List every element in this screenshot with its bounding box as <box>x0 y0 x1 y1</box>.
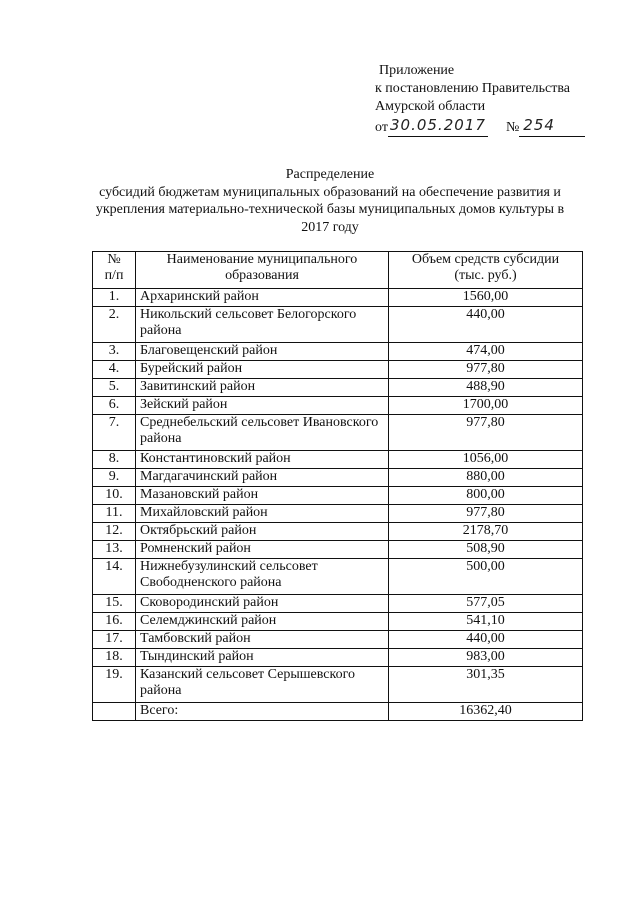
row-number: 6. <box>93 397 136 415</box>
row-municipality: Завитинский район <box>136 379 389 397</box>
row-municipality: Магдагачинский район <box>136 469 389 487</box>
row-number: 17. <box>93 631 136 649</box>
table-total-row <box>93 703 583 721</box>
date-field <box>388 116 488 137</box>
row-number: 1. <box>93 289 136 307</box>
row-amount: 488,90 <box>389 379 583 397</box>
title-line-2: субсидий бюджетам муниципальных образований на обеспечение развития и <box>99 184 561 200</box>
header-num-line2: п/п <box>104 268 124 283</box>
row-amount: 541,10 <box>389 613 583 631</box>
handwritten-number: 254 <box>523 116 555 134</box>
title-line-1: Распределение <box>285 167 375 182</box>
appendix-title: Приложение <box>379 63 455 78</box>
header-amount <box>389 252 583 289</box>
table-row <box>93 361 583 379</box>
row-number: 8. <box>93 451 136 469</box>
row-municipality: Казанский сельсовет Серышевского района <box>136 667 389 703</box>
row-number: 2. <box>93 307 136 343</box>
row-amount: 508,90 <box>389 541 583 559</box>
row-number: 10. <box>93 487 136 505</box>
table-row <box>93 595 583 613</box>
row-municipality: Ромненский район <box>136 541 389 559</box>
table-row <box>93 415 583 451</box>
header-amount-line2: (тыс. руб.) <box>454 268 517 283</box>
row-municipality: Среднебельский сельсовет Ивановского района <box>136 415 389 451</box>
row-amount: 880,00 <box>389 469 583 487</box>
row-amount: 500,00 <box>389 559 583 595</box>
row-municipality: Благовещенский район <box>136 343 389 361</box>
table-row <box>93 379 583 397</box>
row-municipality: Октябрьский район <box>136 523 389 541</box>
row-amount: 2178,70 <box>389 523 583 541</box>
table-body <box>93 289 583 721</box>
row-amount: 977,80 <box>389 361 583 379</box>
handwritten-date: 30.05.2017 <box>389 116 486 134</box>
row-amount: 577,05 <box>389 595 583 613</box>
table-row <box>93 343 583 361</box>
row-number: 7. <box>93 415 136 451</box>
row-municipality: Тындинский район <box>136 649 389 667</box>
total-label: Всего: <box>136 703 389 721</box>
row-amount: 983,00 <box>389 649 583 667</box>
header-num <box>93 252 136 289</box>
header-name-line2: образования <box>225 268 299 283</box>
table-row <box>93 667 583 703</box>
table-header-row <box>93 252 583 289</box>
row-number: 11. <box>93 505 136 523</box>
row-number: 18. <box>93 649 136 667</box>
table-row <box>93 649 583 667</box>
row-number: 3. <box>93 343 136 361</box>
number-label: № <box>505 120 520 135</box>
table-row <box>93 307 583 343</box>
row-municipality: Никольский сельсовет Белогорского района <box>136 307 389 343</box>
distribution-table <box>92 251 583 721</box>
table-row <box>93 469 583 487</box>
row-municipality: Сковородинский район <box>136 595 389 613</box>
table-row <box>93 487 583 505</box>
row-number: 9. <box>93 469 136 487</box>
row-amount: 474,00 <box>389 343 583 361</box>
row-amount: 440,00 <box>389 631 583 649</box>
row-municipality: Нижнебузулинский сельсовет Свободненского района <box>136 559 389 595</box>
row-municipality: Архаринский район <box>136 289 389 307</box>
row-municipality: Бурейский район <box>136 361 389 379</box>
number-field <box>519 116 585 137</box>
row-number: 14. <box>93 559 136 595</box>
row-number: 19. <box>93 667 136 703</box>
table-row <box>93 505 583 523</box>
table-row <box>93 541 583 559</box>
document-title <box>80 166 580 236</box>
header-amount-line1: Объем средств субсидии <box>411 252 560 267</box>
appendix-line-resolution: к постановлению Правительства <box>375 81 571 96</box>
row-number: 12. <box>93 523 136 541</box>
table-row <box>93 451 583 469</box>
header-num-line1: № <box>107 252 121 267</box>
row-municipality: Зейский район <box>136 397 389 415</box>
row-amount: 1560,00 <box>389 289 583 307</box>
header-name-line1: Наименование муниципального <box>166 252 358 267</box>
row-municipality: Тамбовский район <box>136 631 389 649</box>
row-amount: 440,00 <box>389 307 583 343</box>
row-municipality: Михайловский район <box>136 505 389 523</box>
table-row <box>93 613 583 631</box>
title-line-4: 2017 году <box>301 219 359 235</box>
table-row <box>93 631 583 649</box>
row-municipality: Мазановский район <box>136 487 389 505</box>
row-amount: 1700,00 <box>389 397 583 415</box>
table-row <box>93 559 583 595</box>
appendix-block <box>375 62 585 137</box>
row-amount: 977,80 <box>389 505 583 523</box>
row-number: 13. <box>93 541 136 559</box>
row-municipality: Селемджинский район <box>136 613 389 631</box>
table-row <box>93 289 583 307</box>
row-number: 16. <box>93 613 136 631</box>
appendix-line-region: Амурской области <box>375 99 486 114</box>
row-number: 15. <box>93 595 136 613</box>
title-line-3: укрепления материально-технической базы муниципальных домов культуры в <box>95 202 565 217</box>
table-row <box>93 523 583 541</box>
total-number <box>93 703 136 721</box>
total-amount: 16362,40 <box>389 703 583 721</box>
row-number: 4. <box>93 361 136 379</box>
appendix-date-number-line <box>375 116 585 137</box>
row-amount: 1056,00 <box>389 451 583 469</box>
header-name <box>136 252 389 289</box>
row-amount: 800,00 <box>389 487 583 505</box>
row-municipality: Константиновский район <box>136 451 389 469</box>
date-prefix: от <box>375 120 388 135</box>
row-number: 5. <box>93 379 136 397</box>
row-amount: 301,35 <box>389 667 583 703</box>
row-amount: 977,80 <box>389 415 583 451</box>
table-row <box>93 397 583 415</box>
